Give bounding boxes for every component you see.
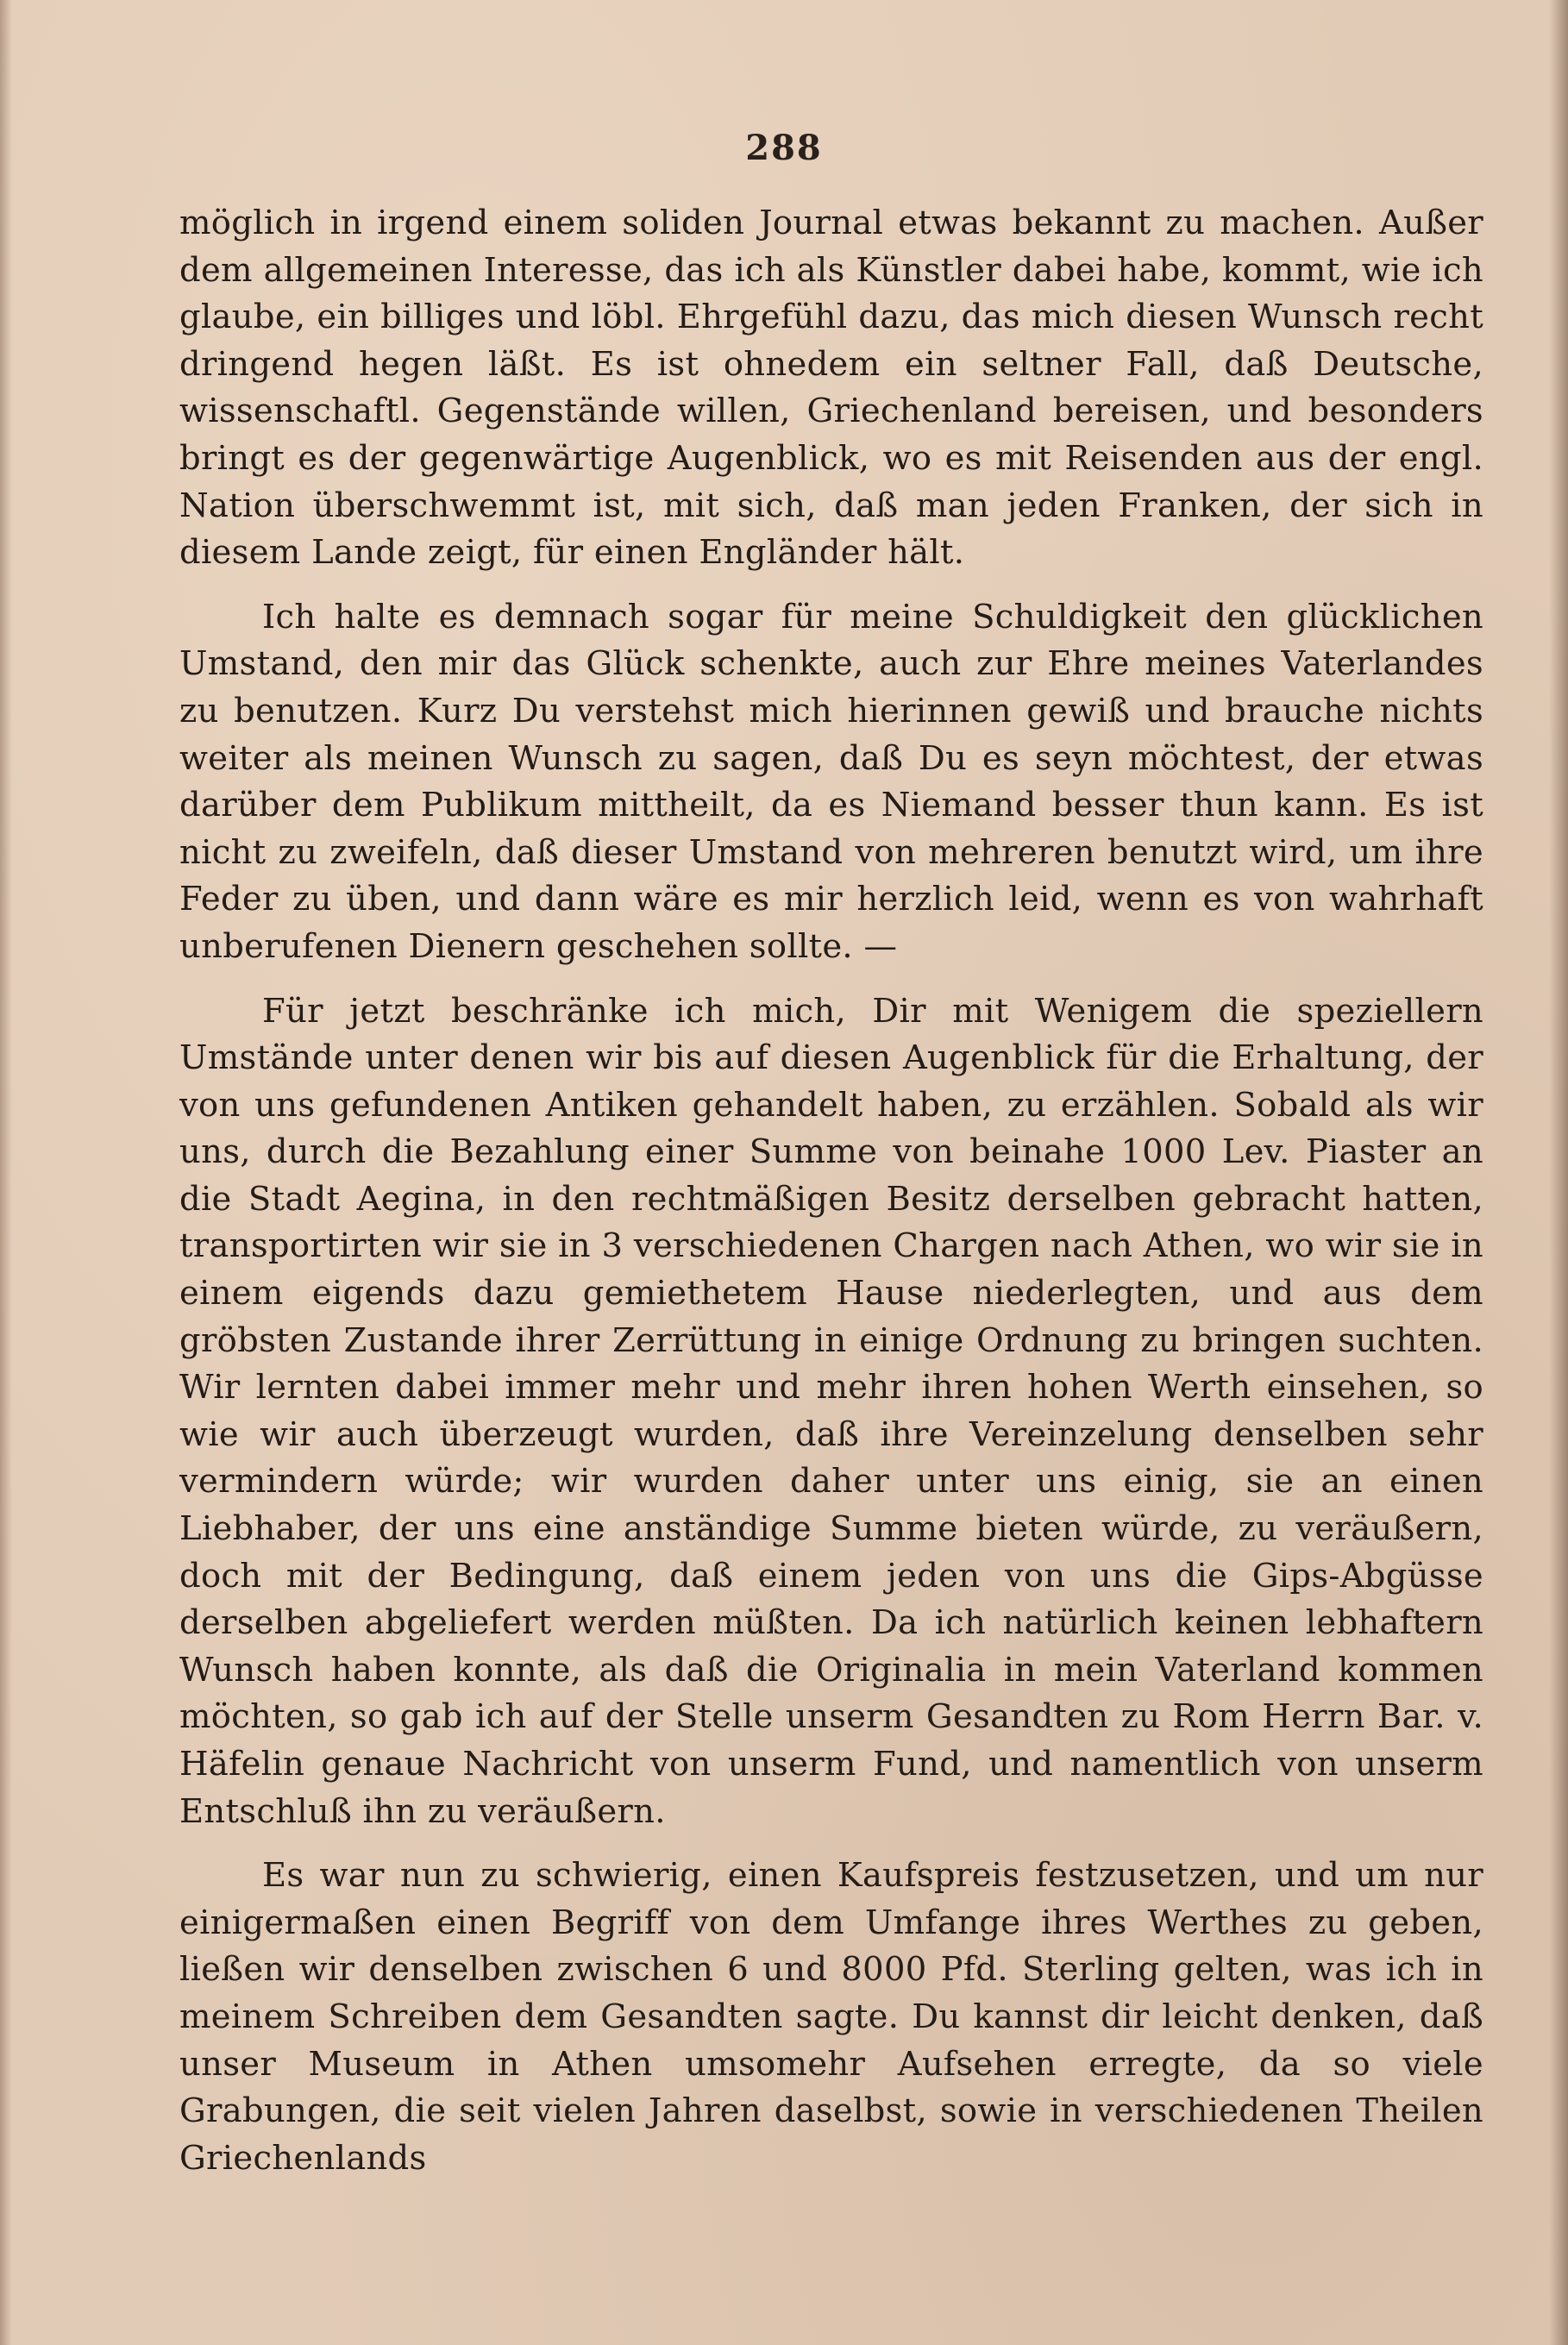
paragraph-1: möglich in irgend einem soliden Journal etwas bekannt zu machen. Außer dem allgemeinen Interesse, das ich als Künstler dabei habe, kommt, wie ich glaube, ein billiges und löbl. Ehrgefühl dazu, das mich diesen Wunsch recht dringend hegen läßt. Es ist ohnedem ein seltner Fall, daß Deutsche, wissenschaftl. Gegenstände willen, Griechenland bereisen, und besonders bringt es der gegenwärtige Augenblick, wo es mit Reisenden aus der engl. Nation überschwemmt ist, mit sich, daß man jeden Franken, der sich in diesem Lande zeigt, für einen Engländer hält. [179, 204, 1483, 573]
page-number: 288 [745, 128, 823, 168]
paragraph-3: Für jetzt beschränke ich mich, Dir mit Wenigem die speziellern Umstände unter denen wir bis auf diesen Augenblick für die Erhaltung, der von uns gefundenen Antiken gehandelt haben, zu erzählen. Sobald als wir uns, durch die Bezahlung einer Summe von beinahe 1000 Lev. Piaster an die Stadt Aegina, in den rechtmäßigen Besitz derselben gebracht hatten, transportirten wir sie in 3 verschiedenen Chargen nach Athen, wo wir sie in einem eigends dazu gemiethetem Hause niederlegten, und aus dem gröbsten Zustande ihrer Zerrüttung in einige Ordnung zu bringen suchten. Wir lernten dabei immer mehr und mehr ihren hohen Werth einsehen, so wie wir auch überzeugt wurden, daß ihre Vereinzelung denselben sehr vermindern würde; wir wurden daher unter uns einig, sie an einen Liebhaber, der uns eine anständige Summe bieten würde, zu veräußern, doch mit der Bedingung, daß einem jeden von uns die Gips-Abgüsse derselben abgeliefert werden müßten. Da ich natürlich keinen lebhaftern Wunsch haben konnte, als daß die Originalia in mein Vaterland kommen möchten, so gab ich auf der Stelle unserm Gesandten zu Rom Herrn Bar. v. Häfelin genaue Nachricht von unserm Fund, und namentlich von unserm Entschluß ihn zu veräußern. [179, 991, 1483, 1831]
paragraph-4: Es war nun zu schwierig, einen Kaufspreis festzusetzen, und um nur einigermaßen einen Begriff von dem Umfange ihres Werthes zu geben, ließen wir denselben zwischen 6 und 8000 Pfd. Sterling gelten, was ich in meinem Schreiben dem Gesandten sagte. Du kannst dir leicht denken, daß unser Museum in Athen umsomehr Aufsehen erregte, da so viele Grabungen, die seit vielen Jahren daselbst, sowie in verschiedenen Theilen Griechenlands [179, 1856, 1483, 2178]
page-edge-left [0, 0, 12, 2345]
paragraph-2: Ich halte es demnach sogar für meine Schuldigkeit den glücklichen Umstand, den mir das Glück schenkte, auch zur Ehre meines Vaterlandes zu benutzen. Kurz Du verstehst mich hierinnen gewiß und brauche nichts weiter als meinen Wunsch zu sagen, daß Du es seyn möchtest, der etwas darüber dem Publikum mittheilt, da es Niemand besser thun kann. Es ist nicht zu zweifeln, daß dieser Umstand von mehreren benutzt wird, um ihre Feder zu üben, und dann wäre es mir herzlich leid, wenn es von wahrhaft unberufenen Dienern geschehen sollte. — [179, 597, 1483, 966]
page-edge-right [1549, 0, 1568, 2345]
body-text [179, 200, 1483, 2182]
